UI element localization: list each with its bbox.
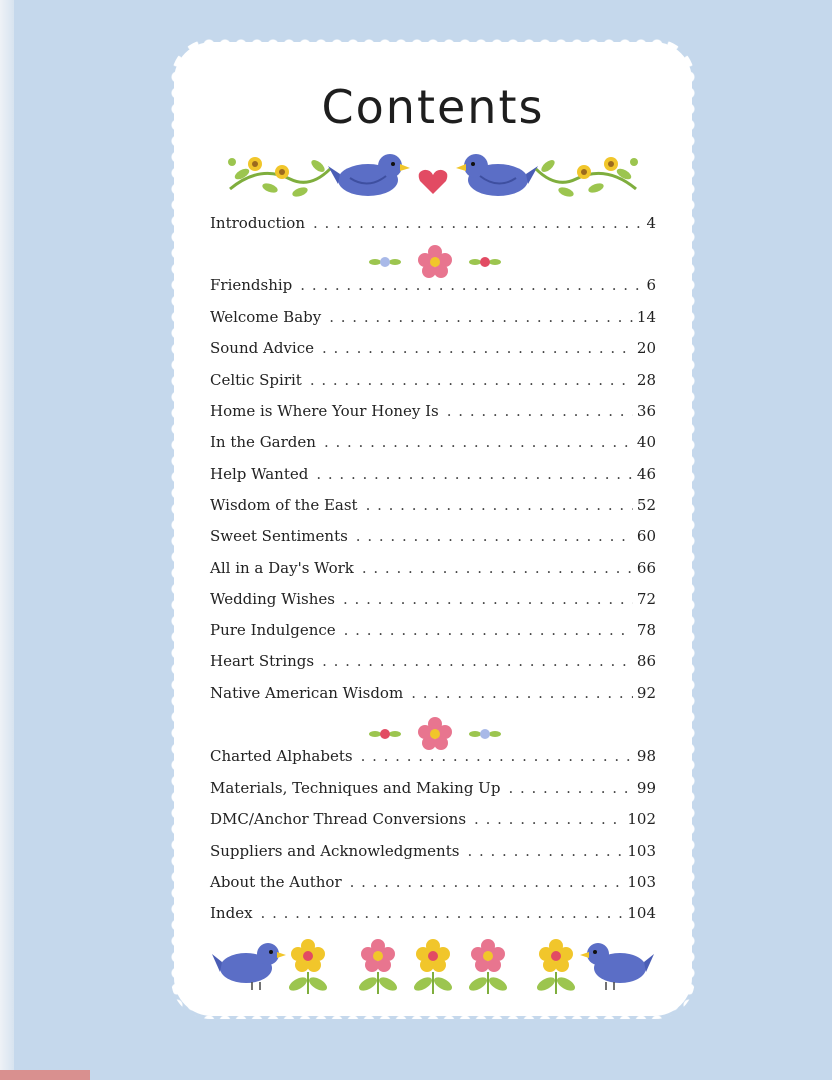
toc-entry[interactable] <box>210 276 656 298</box>
toc-entry[interactable] <box>210 339 656 361</box>
toc-entry[interactable] <box>210 652 656 674</box>
toc-entry-label: Introduction <box>210 214 305 232</box>
dot-leader <box>322 339 633 357</box>
toc-entry[interactable] <box>210 747 656 769</box>
vine-flower-icon <box>228 157 330 198</box>
toc-entry[interactable] <box>210 621 656 643</box>
toc-entry-label: Home is Where Your Honey Is <box>210 402 439 420</box>
dot-leader <box>361 747 633 765</box>
flower-divider <box>365 716 505 750</box>
toc-entry-page: 98 <box>636 747 656 765</box>
toc-entry-label: Welcome Baby <box>210 308 322 326</box>
toc-entry-page: 46 <box>636 465 656 483</box>
dot-leader <box>329 308 633 326</box>
toc-entry-page: 4 <box>646 214 656 232</box>
toc-entry[interactable] <box>210 590 656 612</box>
toc-entry-label: Materials, Techniques and Making Up <box>210 779 501 797</box>
toc-entry-page: 66 <box>636 559 656 577</box>
toc-entry-label: Friendship <box>210 276 293 294</box>
vine-flower-icon <box>536 157 638 198</box>
dot-leader <box>467 842 623 860</box>
pink-blossom-icon <box>369 729 401 739</box>
page-bottom-strip <box>0 1070 90 1080</box>
pink-flower-icon <box>467 939 509 994</box>
toc-entry[interactable] <box>210 371 656 393</box>
dot-leader <box>350 873 624 891</box>
toc-entry-page: 104 <box>627 904 656 922</box>
yellow-flower-icon <box>412 939 454 994</box>
bluebird-icon <box>580 943 654 990</box>
toc-entry-label: Native American Wisdom <box>210 684 404 702</box>
toc-entry[interactable] <box>210 842 656 864</box>
yellow-flower-icon <box>287 939 329 994</box>
toc-entry-label: Wisdom of the East <box>210 496 358 514</box>
yellow-flower-icon <box>535 939 577 994</box>
toc-entry[interactable] <box>210 308 656 330</box>
toc-entry-label: Heart Strings <box>210 652 315 670</box>
dot-leader <box>411 684 633 702</box>
dot-leader <box>344 621 633 639</box>
pink-blossom-icon <box>469 257 501 267</box>
page-edge <box>0 0 14 1080</box>
bluebird-icon <box>328 154 410 196</box>
toc-entry-label: Sound Advice <box>210 339 314 357</box>
toc-entry-page: 20 <box>636 339 656 357</box>
bluebird-icon <box>456 154 538 196</box>
dot-leader <box>300 276 642 294</box>
toc-entry-label: Celtic Spirit <box>210 371 302 389</box>
dot-leader <box>474 810 623 828</box>
dot-leader <box>343 590 633 608</box>
dot-leader <box>362 559 633 577</box>
toc-entry[interactable] <box>210 527 656 549</box>
toc-entry[interactable] <box>210 465 656 487</box>
dot-leader <box>324 433 633 451</box>
toc-entry[interactable] <box>210 402 656 424</box>
pink-flower-icon <box>357 939 399 994</box>
toc-entry-page: 103 <box>627 842 656 860</box>
toc-entry[interactable] <box>210 214 656 236</box>
toc-entry-label: DMC/Anchor Thread Conversions <box>210 810 467 828</box>
dot-leader <box>261 904 624 922</box>
toc-entry-page: 60 <box>636 527 656 545</box>
toc-entry-label: Help Wanted <box>210 465 309 483</box>
pink-flower-icon <box>418 717 452 750</box>
toc-entry[interactable] <box>210 904 656 926</box>
toc-entry-label: In the Garden <box>210 433 316 451</box>
toc-entry-page: 36 <box>636 402 656 420</box>
toc-entry[interactable] <box>210 559 656 581</box>
toc-entry-page: 86 <box>636 652 656 670</box>
toc-entry[interactable] <box>210 810 656 832</box>
toc-entry-page: 40 <box>636 433 656 451</box>
dot-leader <box>447 402 633 420</box>
toc-entry[interactable] <box>210 779 656 801</box>
blue-blossom-icon <box>369 257 401 267</box>
bottom-border-decoration <box>212 936 654 996</box>
blue-blossom-icon <box>469 729 501 739</box>
dot-leader <box>366 496 633 514</box>
toc-entry-page: 102 <box>627 810 656 828</box>
toc-entry-page: 52 <box>636 496 656 514</box>
toc-entry[interactable] <box>210 684 656 706</box>
pink-flower-icon <box>418 245 452 278</box>
toc-entry-page: 28 <box>636 371 656 389</box>
toc-entry-page: 6 <box>646 276 656 294</box>
page-title: Contents <box>321 80 545 134</box>
toc-entry-label: Index <box>210 904 253 922</box>
top-border-decoration <box>220 144 646 204</box>
heart-icon <box>419 170 448 194</box>
toc-entry-label: Wedding Wishes <box>210 590 335 608</box>
toc-entry-label: About the Author <box>210 873 342 891</box>
flower-divider <box>365 244 505 278</box>
toc-entry-page: 72 <box>636 590 656 608</box>
toc-entry-page: 14 <box>636 308 656 326</box>
stamp-panel <box>180 48 686 1010</box>
toc-entry-label: All in a Day's Work <box>210 559 354 577</box>
dot-leader <box>356 527 633 545</box>
toc-entry-page: 99 <box>636 779 656 797</box>
bluebird-icon <box>212 943 286 990</box>
toc-entry[interactable] <box>210 873 656 895</box>
toc-entry[interactable] <box>210 496 656 518</box>
dot-leader <box>508 779 632 797</box>
toc-entry[interactable] <box>210 433 656 455</box>
dot-leader <box>310 371 633 389</box>
toc-entry-page: 78 <box>636 621 656 639</box>
dot-leader <box>322 652 633 670</box>
toc-entry-page: 92 <box>636 684 656 702</box>
dot-leader <box>313 214 642 232</box>
toc-entry-label: Pure Indulgence <box>210 621 336 639</box>
toc-entry-page: 103 <box>627 873 656 891</box>
dot-leader <box>316 465 633 483</box>
toc-entry-label: Sweet Sentiments <box>210 527 348 545</box>
toc-entry-label: Charted Alphabets <box>210 747 353 765</box>
toc-entry-label: Suppliers and Acknowledgments <box>210 842 460 860</box>
